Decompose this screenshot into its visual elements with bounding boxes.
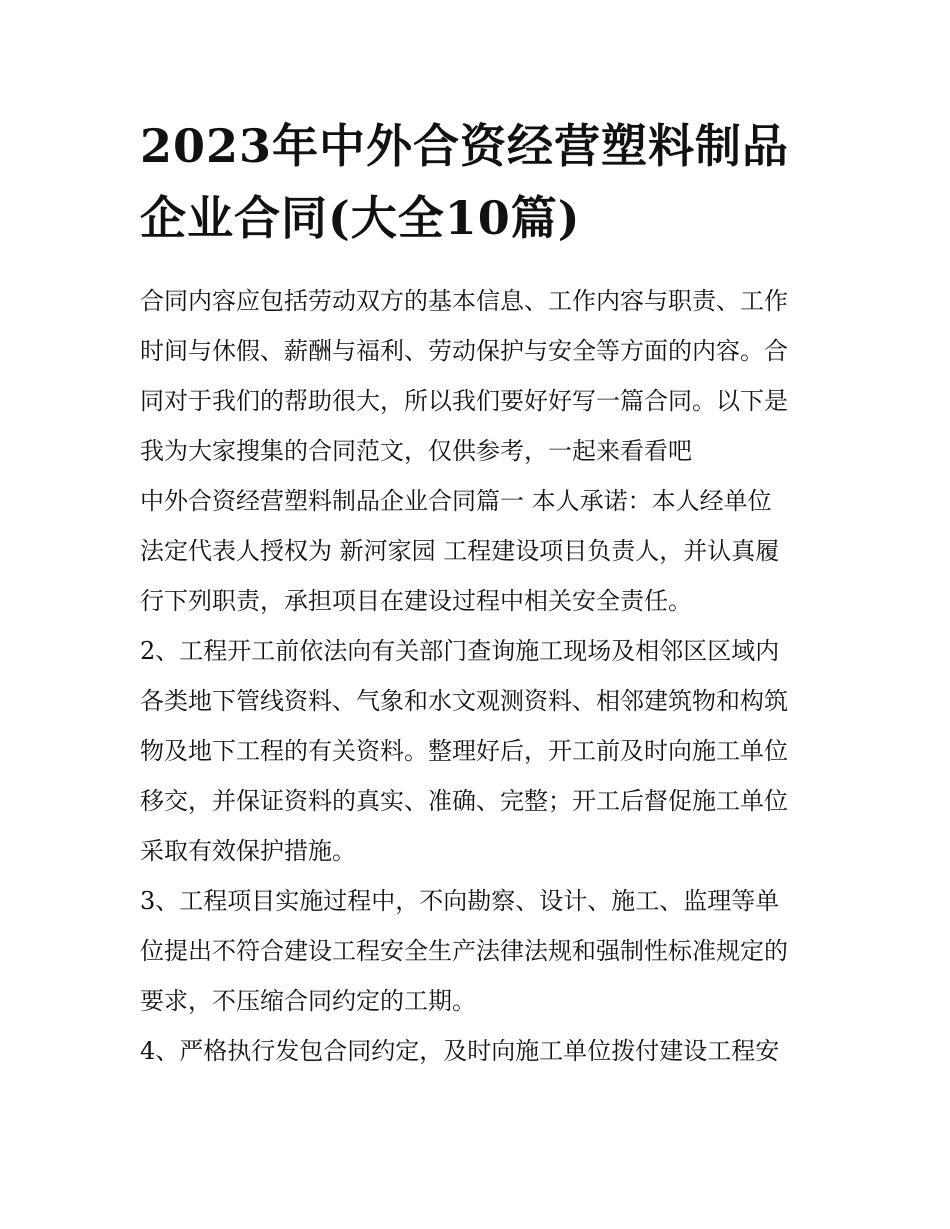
text-line: 位提出不符合建设工程安全生产法律法规和强制性标准规定的 bbox=[140, 937, 788, 965]
text-line: 各类地下管线资料、气象和水文观测资料、相邻建筑物和构筑 bbox=[140, 687, 788, 715]
text-line: 4、严格执行发包合同约定，及时向施工单位拨付建设工程安 bbox=[140, 1037, 780, 1065]
text-line: 法定代表人授权为 新河家园 工程建设项目负责人，并认真履 bbox=[140, 537, 780, 565]
text-line: 移交，并保证资料的真实、准确、完整；开工后督促施工单位 bbox=[140, 787, 788, 815]
text-line: 行下列职责，承担项目在建设过程中相关安全责任。 bbox=[140, 587, 692, 615]
title-line: 企业合同(大全10篇) bbox=[140, 191, 581, 245]
text-line: 时间与休假、薪酬与福利、劳动保护与安全等方面的内容。合 bbox=[140, 337, 788, 365]
text-line: 中外合资经营塑料制品企业合同篇一 本人承诺：本人经单位 bbox=[140, 487, 772, 515]
document-content bbox=[140, 110, 820, 1076]
document-body bbox=[140, 276, 820, 1076]
text-line: 合同内容应包括劳动双方的基本信息、工作内容与职责、工作 bbox=[140, 287, 788, 315]
text-line: 我为大家搜集的合同范文，仅供参考，一起来看看吧 bbox=[140, 437, 692, 465]
text-line: 采取有效保护措施。 bbox=[140, 837, 356, 865]
title-line: 2023年中外合资经营塑料制品 bbox=[140, 119, 790, 173]
text-line: 3、工程项目实施过程中，不向勘察、设计、施工、监理等单 bbox=[140, 887, 780, 915]
document-title bbox=[140, 110, 820, 254]
text-line: 2、工程开工前依法向有关部门查询施工现场及相邻区区域内 bbox=[140, 637, 780, 665]
text-line: 物及地下工程的有关资料。整理好后，开工前及时向施工单位 bbox=[140, 737, 788, 765]
text-line: 同对于我们的帮助很大，所以我们要好好写一篇合同。以下是 bbox=[140, 387, 788, 415]
text-line: 要求，不压缩合同约定的工期。 bbox=[140, 987, 476, 1015]
